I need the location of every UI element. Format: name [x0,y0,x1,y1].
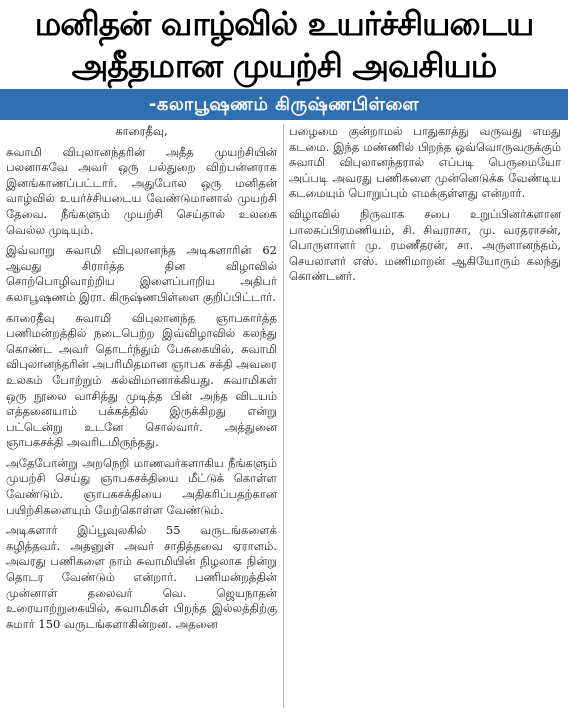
paragraph: அடிகளார் இப்பூவுலகில் 55 வருடங்களைக் கழித்தவர். அதனுள் அவர் சாதித்தவை ஏராளம். அவரது பணிகளை நாம் சுவாமியின் நிழலாக நின்று தொடர வேண்டும் என்றார். பணிமன்றத்தின் முன்னாள் தலைவர் வெ. ஜெயநாதன் உரையாற்றுகையில், சுவாமிகள் பிறந்த இல்லத்திற்கு சுமார் 150 வருடங்களாகின்றன. அதனை [6,523,277,631]
left-column [6,124,277,708]
paragraph: பழைமை குன்றாமல் பாதுகாத்து வருவது எமது கடமை. இந்த மண்ணில் பிறந்த ஒவ்வொருவருக்கும் சுவாமி விபுலானந்தரால் எப்படி பெருமையோ அப்படி அவரது பணிகளை முன்னெடுக்க வேண்டிய கடமையும் பொறுப்பும் எமக்குள்ளது என்றார். [289,124,561,201]
paragraph: அதேபோன்று அறநெறி மாணவர்களாகிய நீங்களும் முயற்சி செய்து ஞாபகசக்தியை மீட்டுக் கொள்ள வேண்டும். ஞாபகசக்தியை அதிகரிப்பதற்கான பயிற்சிகளையும் மேற்கொள்ள வேண்டும். [6,455,277,517]
headline-line-1: மனிதன் வாழ்வில் உயர்ச்சியடைய [34,4,534,43]
paragraph: விழாவில் நிருவாக சபை உறுப்பினர்களான பாலசுப்பிரமணியம், சி. சிவராசா, மு. வரதராசன், பொருளாளர் மு. ரமணீதரன், சா. அருளானந்தம், செயலாளர் எஸ். மணிமாறன் ஆகியோரும் கலந்து கொண்டனர். [289,206,561,284]
paragraph: காரைதீவு சுவாமி விபுலானந்த ஞாபகார்த்த பணிமன்றத்தில் நடைபெற்ற இவ்விழாவில் கலந்து கொண்ட அவர் தொடர்ந்தும் பேசுகையில், சுவாமி விபுலானந்தரின் அபரிமிதமான ஞாபக சக்தி அவரை உலகம் போற்றும் கல்விமானாக்கியது. சுவாமிகள் ஒரு நூலை வாசித்து முடித்த பின் அந்த விடயம் எத்தனையாம் பக்கத்தில் இருக்கிறது என்று பட்டென்று உடனே சொல்வார். அத்துனை ஞாபகசக்தி அவரிடமிருந்தது. [6,310,277,450]
paragraph: சுவாமி விபுலானந்தரின் அதீத முயற்சியின் பலனாகவே அவர் ஒரு பல்துறை விற்பன்னராக இனங்காணப்பட்டார். அதுபோல ஒரு மனிதன் வாழ்வில் உயர்ச்சியடைய வேண்டுமானால் முயற்சி தேவை. நீங்களும் முயற்சி செய்தால் உலகை வெல்ல முடியும். [6,144,277,237]
headline-line-2: அதீதமான முயற்சி அவசியம் [71,46,497,85]
column-divider [283,124,284,708]
dateline-text: காரைதீவு, [115,124,168,138]
dateline [6,124,277,140]
right-column [289,124,561,354]
article-headline [0,0,568,88]
paragraph: இவ்வாறு சுவாமி விபுலானந்த அடிகளாரின் 62 ஆவது சிரார்த்த தின விழாவில் சொற்பொழிவாற்றிய இளைப்பாறிய அதிபர் கலாபூஷணம் இரா. கிருஷ்ணபிள்ளை குறிப்பிட்டார். [6,243,277,304]
byline-banner: -கலாபூஷணம் கிருஷ்ணபிள்ளை [0,89,568,120]
